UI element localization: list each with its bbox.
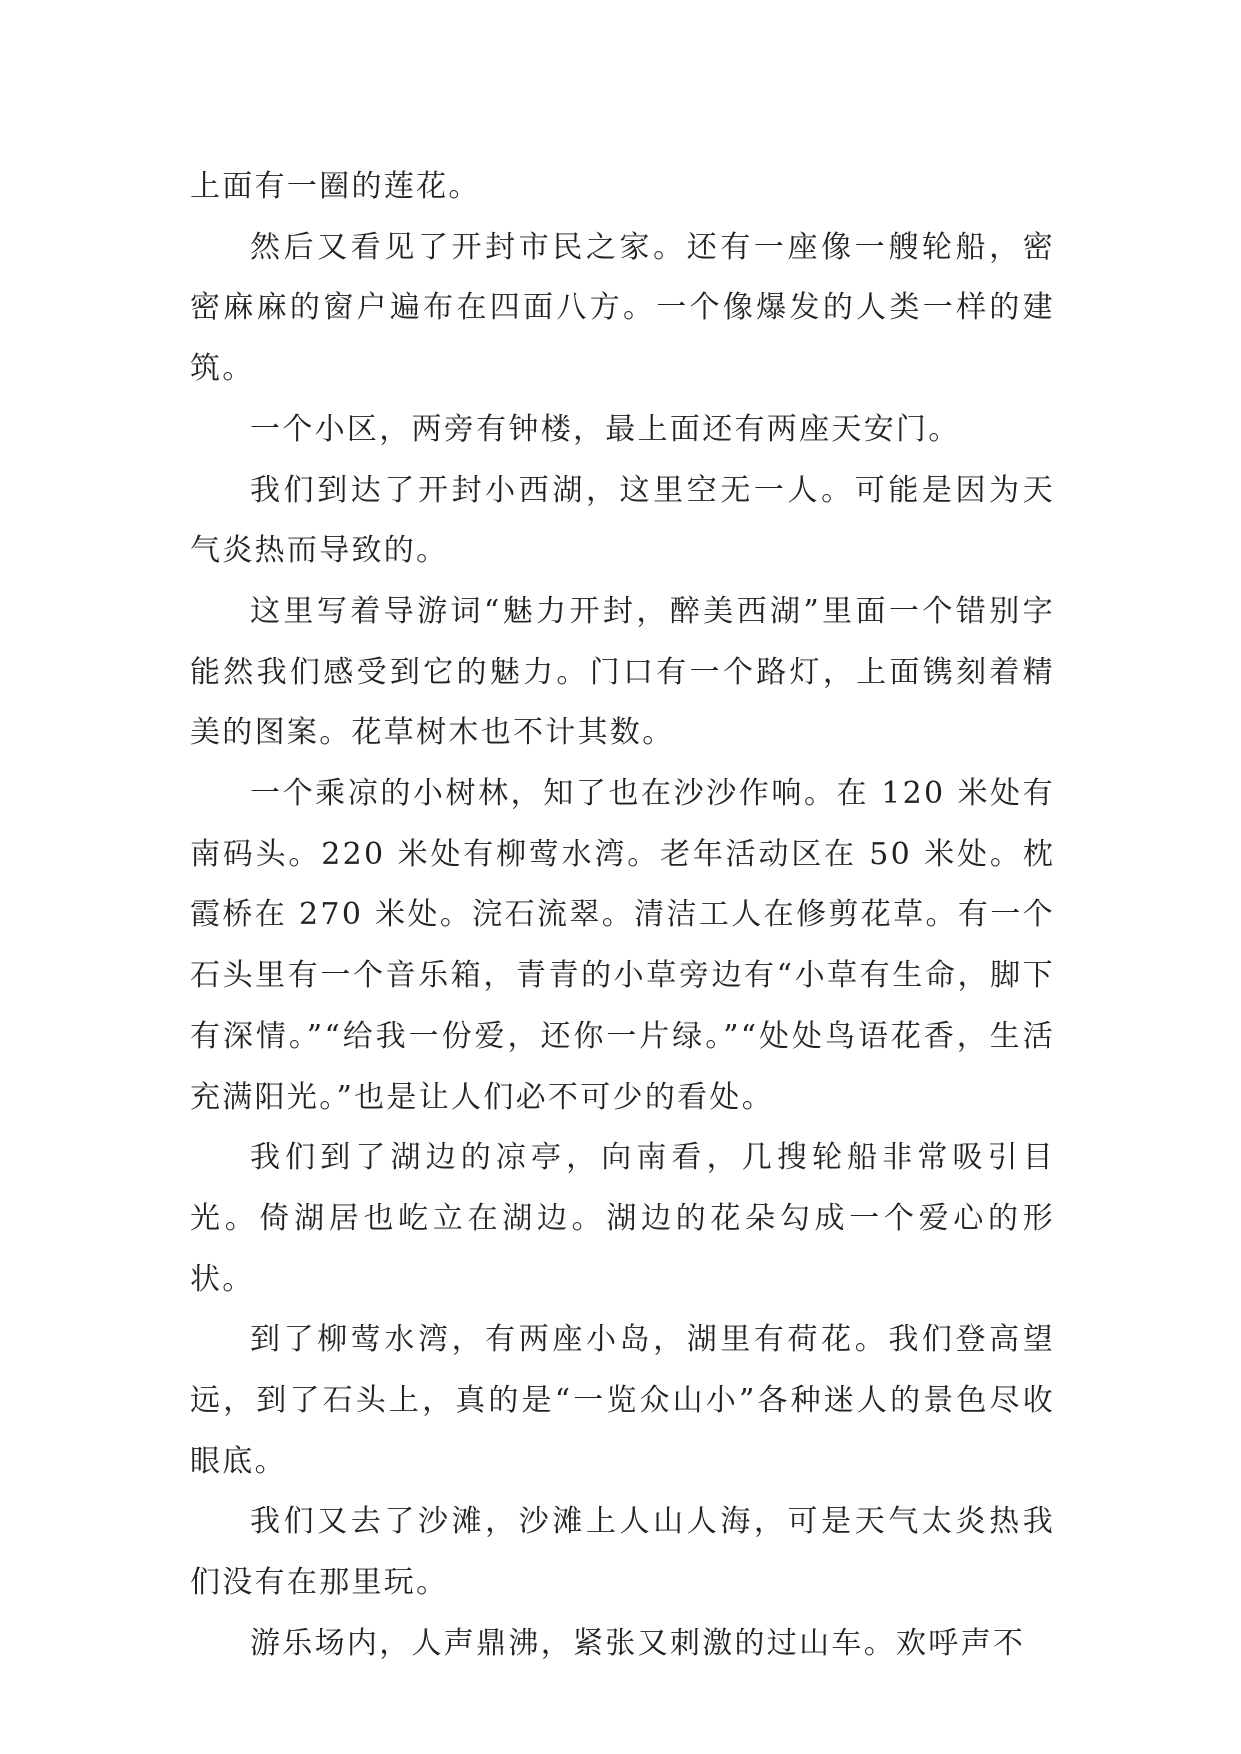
paragraph: 一个乘凉的小树林，知了也在沙沙作响。在 120 米处有南码头。220 米处有柳莺水湾。老年活动区在 50 米处。枕霞桥在 270 米处。浣石流翠。清洁工人在修剪花草。有一个石头里有一个音乐箱，青青的小草旁边有“小草有生命，脚下有深情。”“给我一份爱，还你一片绿。”“处处鸟语花香，生活充满阳光。”也是让人们必不可少的看处。: [190, 776, 1055, 1115]
paragraph: 我们到了湖边的凉亭，向南看，几搜轮船非常吸引目光。倚湖居也屹立在湖边。湖边的花朵勾成一个爱心的形状。: [190, 1140, 1055, 1297]
paragraph: 这里写着导游词“魅力开封，醉美西湖”里面一个错别字能然我们感受到它的魅力。门口有一个路灯，上面镌刻着精美的图案。花草树木也不计其数。: [190, 593, 1055, 751]
paragraph: 一个小区，两旁有钟楼，最上面还有两座天安门。: [250, 411, 961, 447]
paragraph: 我们到达了开封小西湖，这里空无一人。可能是因为天气炎热而导致的。: [190, 472, 1055, 569]
document-body: [190, 157, 1055, 1675]
paragraph: 游乐场内，人声鼎沸，紧张又刺激的过山车。欢呼声不: [250, 1625, 1026, 1661]
paragraph: 我们又去了沙滩，沙滩上人山人海，可是天气太炎热我们没有在那里玩。: [190, 1504, 1055, 1601]
paragraph: 到了柳莺水湾，有两座小岛，湖里有荷花。我们登高望远，到了石头上，真的是“一览众山小”各种迷人的景色尽收眼底。: [190, 1322, 1055, 1479]
paragraph: 上面有一圈的莲花。: [190, 169, 481, 204]
paragraph: 然后又看见了开封市民之家。还有一座像一艘轮船，密密麻麻的窗户遍布在四面八方。一个像爆发的人类一样的建筑。: [190, 229, 1055, 387]
